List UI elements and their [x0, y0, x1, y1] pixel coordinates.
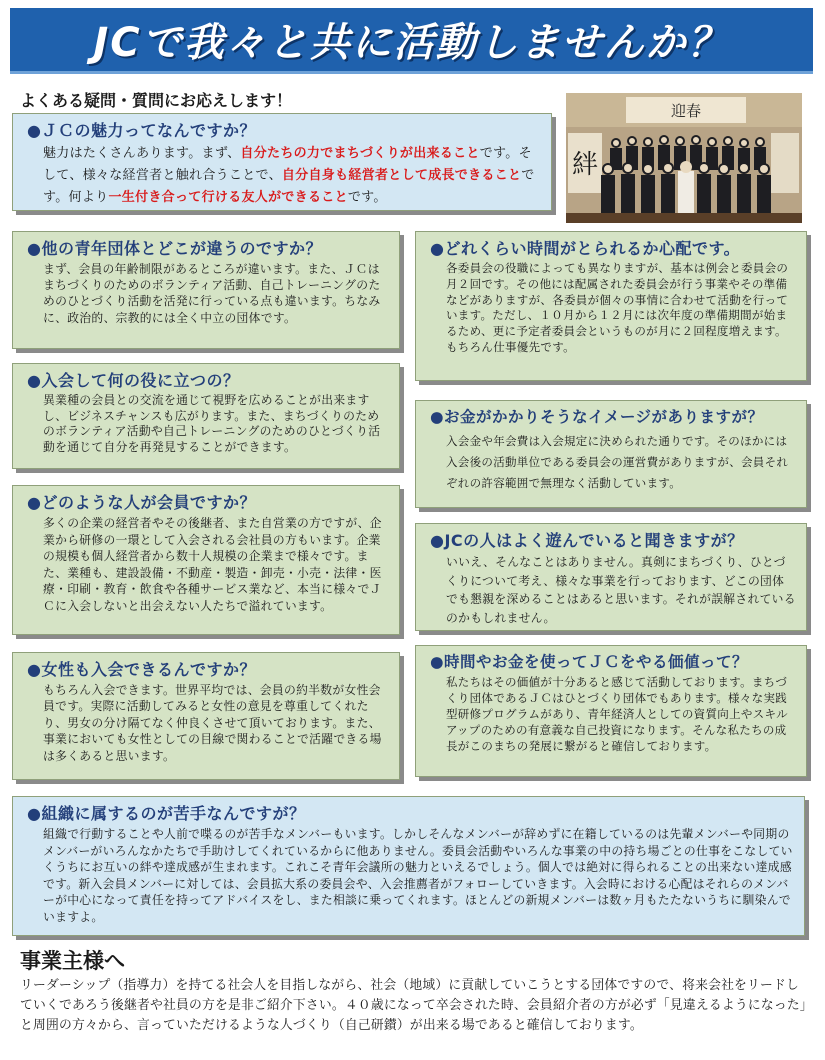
- faq-answer: 私たちはその価値が十分あると感じて活動しております。まちづくり団体であるＪＣはひとづくり団体でもあります。様々な実践型研修プログラムがあり、青年経済人としての資質向上やスキルアップのための有意義な自己投資になります。そんな私たちの成長がこのまちの発展に繋がると確信しております。: [446, 675, 788, 754]
- faq-heading: ●JCの人はよく遊んでいると聞きますが？: [430, 531, 744, 550]
- faq-answer: 異業種の会員との交流を通じて視野を広めることが出来ますし、ビジネスチャンスも広がります。また、まちづくりのためのボランティア活動や自己トレーニングのためのひとづくり活動を通じて自分を再発見することができます。: [43, 393, 381, 454]
- faq-answer: 組織で行動することや人前で喋るのが苦手なメンバーもいます。しかしそんなメンバーが辞めずに在籍しているのは先輩メンバーや同期のメンバーがいろんなかたちで手助けしてくれているからに他ありません。委員会活動やいろんな事業の中の持ち場ごとの仕事をこなしていくうちにお互いの絆や達成感が生まれます。これこそ青年会議所の魅力といえるでしょう。個人では絶対に得られることの出来ない達成感です。新入会員メンバーに対しては、会員拡大系の委員会や、入会推薦者がフォローしていきます。入会時における心配はそれらのメンバーが中心になって責任を持ってアドバイスをし、また相談に乗ってくれます。ほとんどの新規メンバーは数ヶ月もたたないうちに馴染んでいますよ。: [43, 827, 793, 924]
- faq-charm: [12, 113, 552, 211]
- faq-answer: 各委員会の役職によっても異なりますが、基本は例会と委員会の月２回です。その他には配属された委員会が行う事業やその準備などがありますが、各委員が個々の事情に合わせて活動を行っています。ただし、１０月から１２月には次年度の準備期間が始まるため、更に予定者委員会というものが月に２回程度増えます。もちろん仕事優先です。: [446, 261, 789, 354]
- faq-members: [12, 485, 400, 635]
- faq-cost: [415, 400, 807, 508]
- faq-time: [415, 231, 807, 381]
- group-photo-illustration: [566, 93, 802, 223]
- faq-heading: ●組織に属するのが苦手なんですが？: [27, 804, 306, 823]
- faq-difference: [12, 231, 400, 349]
- faq-heading: ●どのような人が会員ですか？: [27, 493, 256, 512]
- faq-heading: ●女性も入会できるんですか？: [27, 660, 256, 679]
- group-photo: [566, 93, 802, 223]
- faq-organization: [12, 796, 805, 936]
- faq-heading: ●時間やお金を使ってＪＣをやる価値って？: [430, 653, 749, 671]
- page-subtitle: よくある疑問・質問にお応えします！: [20, 91, 293, 110]
- faq-benefit: [12, 363, 400, 469]
- title-banner: [10, 8, 813, 74]
- svg-text:絆: 絆: [571, 150, 599, 180]
- faq-answer: もちろん入会できます。世界平均では、会員の約半数が女性会員です。実際に活動してみると女性の意見を尊重してくれたり、男女の分け隔てなく仲良くさせて頂いております。また、事業においても女性としての目線で関わることで活躍できる場は多くあると思います。: [43, 683, 382, 763]
- faq-women: [12, 652, 400, 780]
- faq-heading: ●ＪＣの魅力ってなんですか？: [27, 121, 256, 140]
- page-title: JCで我々と共に活動しませんか？: [93, 20, 730, 66]
- faq-answer: 多くの企業の経営者やその後継者、また自営業の方ですが、企業から研修の一環として入会される会社員の方もいます。企業の規模も個人経営者から数十人規模の企業まで様々です。また、業種も、建設設備・不動産・製造・卸売・小売・法律・医療・印刷・教育・飲食や各種サービス業など、本当に様々でＪＣに入会しないと出会えない人たちで溢れています。: [43, 516, 382, 613]
- faq-answer: いいえ、そんなことはありません。真剣にまちづくり、ひとづくりについて考え、様々な事業を行っております、どこの団体でも懇親を深めることはあると思います。それが誤解されているのかもしれません。: [446, 555, 796, 625]
- employer-section-title: 事業主様へ: [20, 948, 125, 973]
- faq-answer: まず、会員の年齢制限があるところが違います。また、ＪＣはまちづくりのためのボランティア活動、自己トレーニングのためのひとづくり活動を活発に行っている点も違います。ちなみに、政治的、宗教的には全く中立の団体です。: [43, 262, 381, 325]
- faq-answer: 魅力はたくさんあります。まず、自分たちの力でまちづくりが出来ることです。そして、様々な経営者と触れ合うことで、自分自身も経営者として成長できることです。何より一生付き合って行ける友人ができることです。: [43, 146, 535, 205]
- employer-message: リーダーシップ（指導力）を持てる社会人を目指しながら、社会（地域）に貢献していこうとする団体ですので、将来会社をリードしていくであろう後継者や社員の方を是非ご紹介下さい。４０歳になって卒会された時、会員紹介者の方が必ず「見違えるようになった」と周囲の方々から、言っていただけるような人づくり（自己研鑚）が出来る場であると確信しております。: [20, 978, 807, 1033]
- svg-text:迎春: 迎春: [670, 102, 702, 120]
- faq-play: [415, 523, 807, 631]
- faq-value: [415, 645, 807, 777]
- faq-heading: ●他の青年団体とどこが違うのですか？: [27, 239, 322, 258]
- faq-heading: ●どれくらい時間がとられるか心配です。: [430, 239, 741, 258]
- faq-heading: ●入会して何の役に立つの？: [27, 371, 240, 390]
- faq-answer: 入会金や年会費は入会規定に決められた通りです。そのほかには入会後の活動単位である委員会の運営費がありますが、会員それぞれの許容範囲で無理なく活動しています。: [446, 434, 789, 490]
- faq-heading: ●お金がかかりそうなイメージがありますが？: [430, 408, 764, 426]
